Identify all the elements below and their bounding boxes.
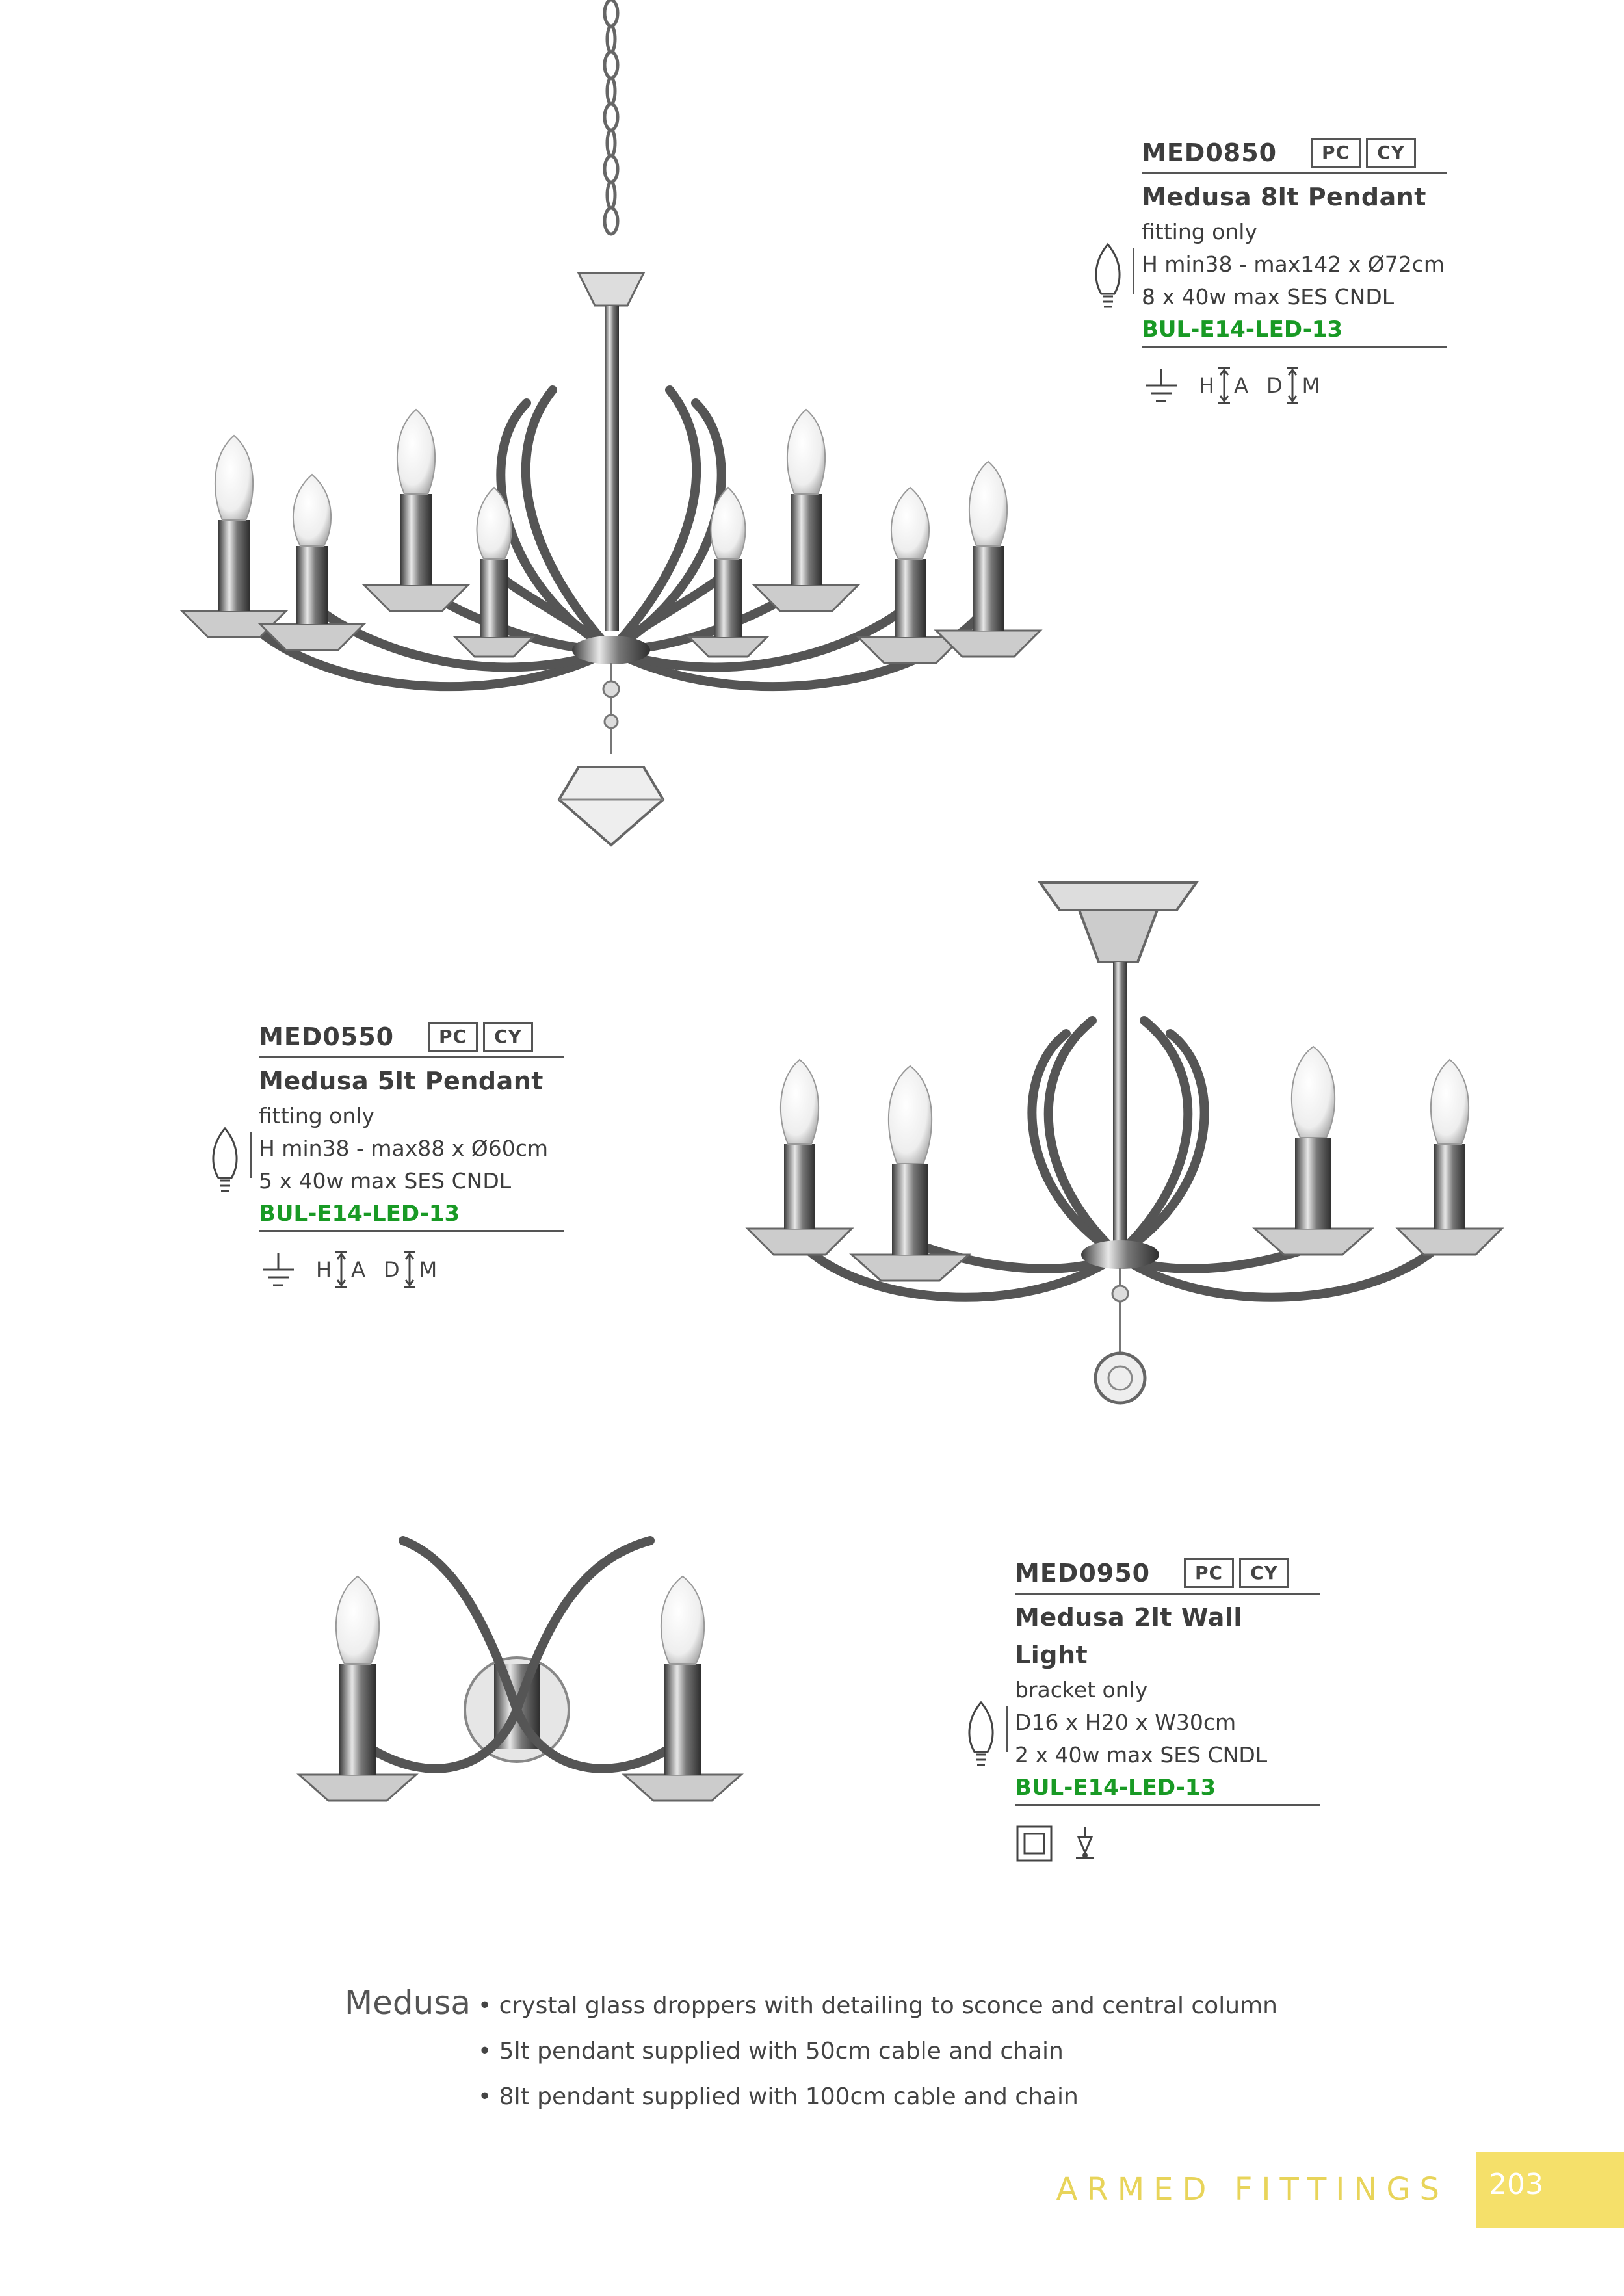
icon-letter: D xyxy=(1266,373,1283,398)
finish-badge: PC xyxy=(428,1022,478,1052)
product-name: Medusa 5lt Pendant xyxy=(259,1067,544,1095)
height-adjustable-icon xyxy=(1199,366,1248,405)
dimmable-icon xyxy=(1266,366,1320,405)
product-spec-med0850 xyxy=(1142,133,1447,411)
earth-icon xyxy=(259,1250,298,1289)
product-image-med0850 xyxy=(163,0,1086,871)
product-image-med0550 xyxy=(728,865,1521,1437)
arrow-vertical-icon xyxy=(402,1250,417,1289)
section-title: ARMED FITTINGS xyxy=(1056,2171,1448,2208)
product-note: bracket only xyxy=(1015,1677,1148,1702)
divider xyxy=(1015,1593,1320,1595)
page-number: 203 xyxy=(1489,2168,1543,2201)
candle-bulb-icon xyxy=(1088,242,1127,313)
product-code: MED0950 xyxy=(1015,1559,1151,1587)
feature-icons xyxy=(1142,359,1447,411)
product-note: fitting only xyxy=(259,1103,374,1128)
icon-letter: H xyxy=(316,1257,332,1282)
bulb-code: BUL-E14-LED-13 xyxy=(259,1201,460,1227)
product-dimensions: D16 x H20 x W30cm xyxy=(1015,1710,1237,1735)
divider xyxy=(1142,172,1447,174)
detail-bar xyxy=(1133,248,1134,294)
bulb-code: BUL-E14-LED-13 xyxy=(1142,317,1343,343)
product-spec-med0950 xyxy=(1015,1554,1320,1870)
product-code-row xyxy=(1015,1554,1320,1593)
product-code: MED0550 xyxy=(259,1023,395,1051)
arrow-vertical-icon xyxy=(1217,366,1231,405)
bulb-code: BUL-E14-LED-13 xyxy=(1015,1775,1216,1801)
icon-letter: D xyxy=(383,1257,400,1282)
double-insulated-icon xyxy=(1015,1824,1054,1863)
finish-badge: CY xyxy=(1366,138,1416,168)
finish-badge: PC xyxy=(1184,1558,1234,1588)
product-code-row xyxy=(259,1017,564,1056)
height-adjustable-icon xyxy=(316,1250,365,1289)
icon-letter: H xyxy=(1199,373,1215,398)
divider xyxy=(1142,346,1447,348)
candle-bulb-icon xyxy=(962,1700,1001,1771)
product-lamp: 2 x 40w max SES CNDL xyxy=(1015,1742,1268,1768)
range-bullet: • 8lt pendant supplied with 100cm cable and chain xyxy=(478,2083,1079,2110)
earth-icon xyxy=(1142,366,1181,405)
product-details xyxy=(1142,216,1447,346)
candle-bulb-icon xyxy=(205,1126,244,1197)
finish-badge: CY xyxy=(1239,1558,1289,1588)
product-details xyxy=(259,1100,564,1230)
product-lamp: 8 x 40w max SES CNDL xyxy=(1142,284,1395,309)
product-image-med0950 xyxy=(273,1521,767,1833)
detail-bar xyxy=(1006,1706,1008,1752)
icon-letter: A xyxy=(351,1257,365,1282)
icon-letter: A xyxy=(1234,373,1248,398)
product-details xyxy=(1015,1674,1320,1804)
detail-bar xyxy=(250,1132,252,1178)
range-name: Medusa xyxy=(345,1984,471,2022)
product-dimensions: H min38 - max88 x Ø60cm xyxy=(259,1136,549,1161)
finish-badge: CY xyxy=(483,1022,533,1052)
finish-badge: PC xyxy=(1311,138,1361,168)
divider xyxy=(259,1056,564,1058)
divider xyxy=(259,1230,564,1232)
arrow-vertical-icon xyxy=(1285,366,1300,405)
divider xyxy=(1015,1804,1320,1806)
icon-letter: M xyxy=(419,1257,438,1282)
product-name: Medusa 2lt Wall Light xyxy=(1015,1603,1242,1669)
range-bullet: • 5lt pendant supplied with 50cm cable and chain xyxy=(478,2038,1064,2065)
dimmable-icon xyxy=(384,1250,437,1289)
product-note: fitting only xyxy=(1142,219,1257,244)
product-code: MED0850 xyxy=(1142,138,1277,167)
switch-pull-icon xyxy=(1072,1824,1098,1863)
feature-icons xyxy=(259,1244,564,1296)
product-code-row xyxy=(1142,133,1447,172)
range-bullet: • crystal glass droppers with detailing to sconce and central column xyxy=(478,1992,1277,2019)
product-dimensions: H min38 - max142 x Ø72cm xyxy=(1142,252,1445,277)
icon-letter: M xyxy=(1302,373,1320,398)
product-name: Medusa 8lt Pendant xyxy=(1142,183,1426,211)
product-lamp: 5 x 40w max SES CNDL xyxy=(259,1168,512,1194)
product-spec-med0550 xyxy=(259,1017,564,1296)
feature-icons xyxy=(1015,1818,1320,1870)
arrow-vertical-icon xyxy=(334,1250,348,1289)
